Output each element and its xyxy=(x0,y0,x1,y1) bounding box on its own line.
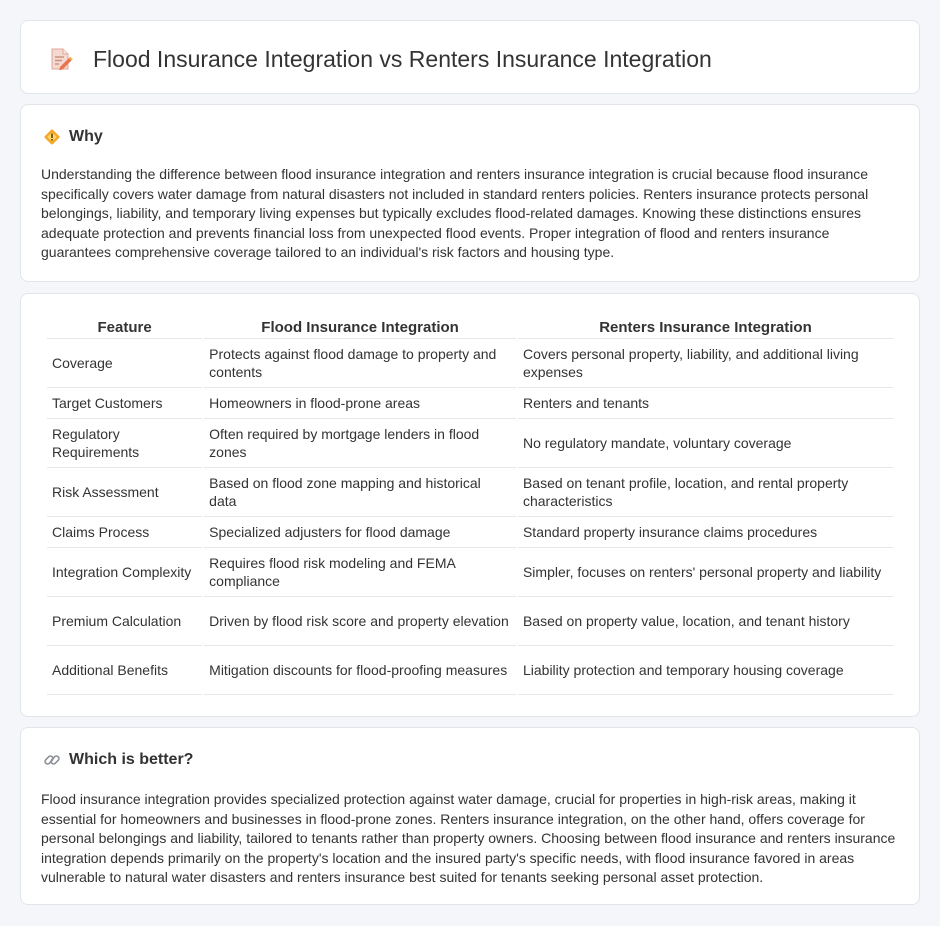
why-title: Why xyxy=(69,128,103,145)
header-flood: Flood Insurance Integration xyxy=(204,317,516,339)
warning-diamond-icon xyxy=(43,128,61,146)
renters-cell: Renters and tenants xyxy=(518,388,893,419)
header-feature: Feature xyxy=(47,317,202,339)
why-text: Understanding the difference between flood insurance integration and renters insurance integration is crucial because flood insurance specifically covers water damage from natural disasters not included in standard renters policies. Renters insurance protects personal belongings, liability, and temporary living expenses but typically excludes flood-related damages. Knowing these distinctions ensures adequate protection and prevents financial loss from unexpected flood events. Proper integration of flood and renters insurance guarantees comprehensive coverage tailored to an individual's risk factors and housing type. xyxy=(41,166,869,261)
which-better-header xyxy=(43,750,193,770)
feature-cell: Premium Calculation xyxy=(47,597,202,646)
renters-cell: Liability protection and temporary housing coverage xyxy=(518,646,893,695)
table-row xyxy=(47,339,893,388)
flood-cell: Specialized adjusters for flood damage xyxy=(204,517,516,548)
renters-cell: No regulatory mandate, voluntary coverage xyxy=(518,419,893,468)
flood-cell: Based on flood zone mapping and historical data xyxy=(204,468,516,517)
link-icon xyxy=(43,751,61,769)
which-better-title: Which is better? xyxy=(69,751,194,768)
table-row xyxy=(47,517,893,548)
document-edit-icon xyxy=(47,46,73,72)
table-row xyxy=(47,548,893,597)
renters-cell: Covers personal property, liability, and additional living expenses xyxy=(518,339,893,388)
feature-cell: Target Customers xyxy=(47,388,202,419)
table-row xyxy=(47,419,893,468)
flood-cell: Often required by mortgage lenders in flood zones xyxy=(204,419,516,468)
table-row xyxy=(47,388,893,419)
comparison-card xyxy=(20,293,920,717)
comparison-table xyxy=(45,317,895,695)
flood-cell: Protects against flood damage to property and contents xyxy=(204,339,516,388)
renters-cell: Standard property insurance claims procedures xyxy=(518,517,893,548)
title-card xyxy=(20,20,920,94)
title-row xyxy=(47,45,712,73)
feature-cell: Claims Process xyxy=(47,517,202,548)
table-row xyxy=(47,646,893,695)
which-better-section xyxy=(20,727,920,905)
which-better-text: Flood insurance integration provides specialized protection against water damage, crucial for properties in high-risk areas, making it essential for homeowners and businesses in flood-prone zones. Renters insurance integration, on the other hand, offers coverage for personal belongings and liability, tailored to tenants rather than property owners. Choosing between flood insurance and renters insurance integration depends primarily on the property's location and the insured party's specific needs, with flood insurance favored in areas vulnerable to natural water disasters and renters insurance best suited for tenants seeking personal asset protection. xyxy=(41,791,896,886)
header-renters: Renters Insurance Integration xyxy=(518,317,893,339)
table-row xyxy=(47,468,893,517)
why-section xyxy=(20,104,920,282)
renters-cell: Simpler, focuses on renters' personal property and liability xyxy=(518,548,893,597)
feature-cell: Coverage xyxy=(47,339,202,388)
renters-cell: Based on tenant profile, location, and rental property characteristics xyxy=(518,468,893,517)
feature-cell: Additional Benefits xyxy=(47,646,202,695)
flood-cell: Homeowners in flood-prone areas xyxy=(204,388,516,419)
page-title: Flood Insurance Integration vs Renters Insurance Integration xyxy=(93,46,712,72)
why-header xyxy=(43,127,103,147)
flood-cell: Mitigation discounts for flood-proofing measures xyxy=(204,646,516,695)
feature-cell: Risk Assessment xyxy=(47,468,202,517)
renters-cell: Based on property value, location, and tenant history xyxy=(518,597,893,646)
flood-cell: Driven by flood risk score and property elevation xyxy=(204,597,516,646)
flood-cell: Requires flood risk modeling and FEMA compliance xyxy=(204,548,516,597)
table-row xyxy=(47,597,893,646)
feature-cell: Regulatory Requirements xyxy=(47,419,202,468)
table-header-row xyxy=(47,317,893,339)
feature-cell: Integration Complexity xyxy=(47,548,202,597)
